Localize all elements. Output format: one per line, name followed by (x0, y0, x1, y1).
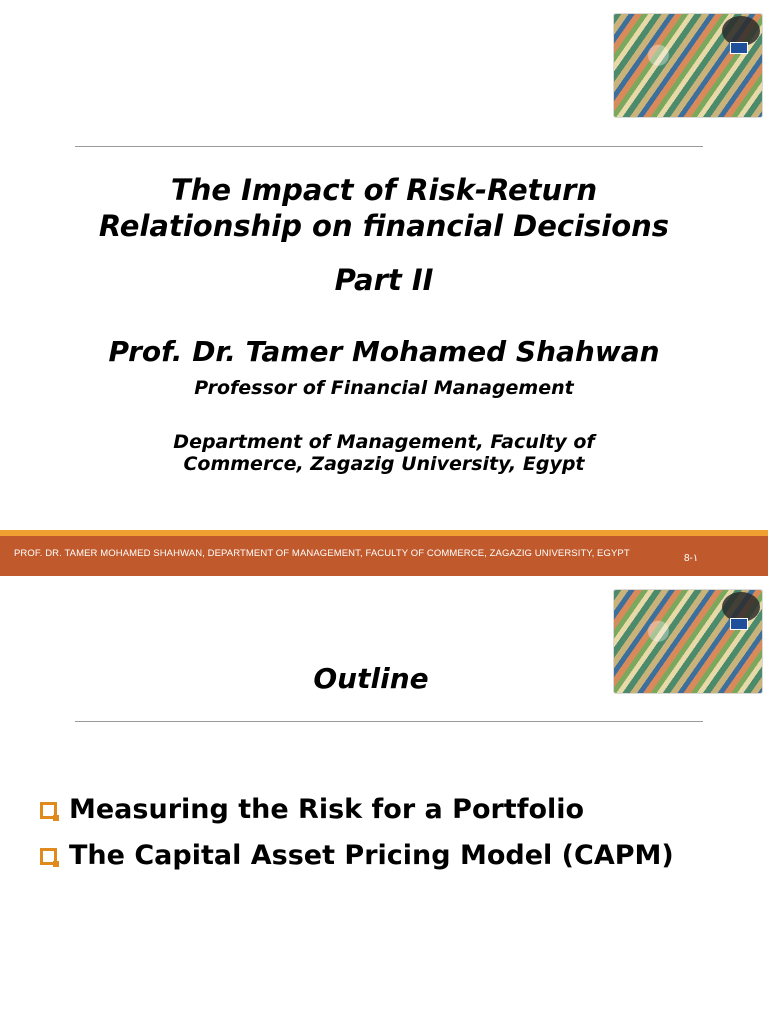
slide-outline (0, 576, 768, 1024)
outline-list (40, 786, 674, 878)
title-line-2: Relationship on financial Decisions (98, 209, 670, 243)
author-role: Professor of Financial Management (194, 377, 574, 399)
outline-divider (75, 721, 703, 722)
page-number: 8-١ (684, 553, 699, 564)
header-divider (75, 146, 703, 147)
footer-text: PROF. DR. TAMER MOHAMED SHAHWAN, DEPARTMENT OF MANAGEMENT, FACULTY OF COMMERCE, ZAGAZIG UNIVERSITY, EGYPT (14, 548, 630, 559)
slide-title-main (0, 172, 768, 244)
edition-badge-icon (730, 42, 748, 54)
list-item (40, 832, 674, 878)
list-item-text: The Capital Asset Pricing Model (CAPM) (69, 839, 674, 871)
outline-title: Outline (313, 662, 429, 695)
square-bullet-icon (40, 802, 57, 819)
author-department (0, 431, 768, 475)
author-name: Prof. Dr. Tamer Mohamed Shahwan (108, 335, 660, 368)
slide-footer (0, 536, 768, 576)
title-line-1: The Impact of Risk-Return (170, 173, 598, 207)
edition-badge-icon (730, 618, 748, 630)
dept-line-1: Department of Management, Faculty of (173, 431, 595, 453)
list-item (40, 786, 674, 832)
dept-line-2: Commerce, Zagazig University, Egypt (183, 453, 585, 475)
square-bullet-icon (40, 848, 57, 865)
currency-cover-image (614, 14, 762, 117)
title-line-3: Part II (334, 263, 434, 297)
list-item-text: Measuring the Risk for a Portfolio (69, 793, 585, 825)
